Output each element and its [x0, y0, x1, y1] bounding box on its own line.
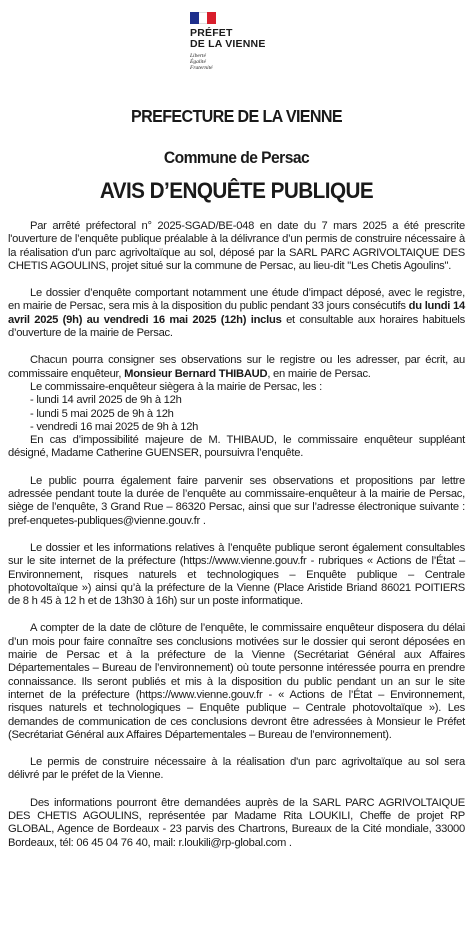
logo-motto-3: Fraternité [190, 65, 213, 71]
paragraph-dossier: Le dossier d’enquête comportant notamment une étude d’impact déposé, avec le registre, en mairie de Persac, sera mis à la disposition du public pendant 33 jours consécutifs du lundi 14 avril 2025 (9h) au vendredi 16 mai 2025 (12h) inclus et consultable aux horaires habituels d’ouverture de la mairie de Persac. [8, 287, 466, 340]
session-date: - lundi 5 mai 2025 de 9h à 12h [30, 407, 174, 420]
session-date: - vendredi 16 mai 2025 de 9h à 12h [30, 420, 199, 433]
paragraph-permit: Le permis de construire nécessaire à la réalisation d'un parc agrivoltaïque au sol sera délivré par le préfet de la Vienne. [8, 756, 465, 782]
paragraph-observations: Chacun pourra consigner ses observations sur le registre ou les adresser, par écrit, au commissaire enquêteur, Monsieur Bernard THIBAUD, en mairie de Persac. [8, 354, 465, 380]
prefecture-heading: PREFECTURE DE LA VIENNE [131, 106, 342, 126]
logo-line-1: PRÉFET [190, 27, 233, 39]
avis-heading: AVIS D’ENQUÊTE PUBLIQUE [99, 178, 374, 203]
paragraph-website: Le dossier et les informations relatives à l’enquête publique seront également consultables sur le site internet de la préfecture (https://www.vienne.gouv.fr - rubriques « Actions de l’État – Environnement, risques naturels et technologiques – Enquête publique – Centrale photovoltaïque ») ainsi qu’à la préfecture de la Vienne (Place Aristide Briand 86021 POITIERS de 8 h 45 à 12 h et de 13h30 à 16h) sur un poste informatique. [8, 541, 465, 608]
paragraph-contact: Des informations pourront être demandées auprès de la SARL PARC AGRIVOLTAIQUE DES CHETIS AGOULINS, représentée par Madame Rita LOUKILI, Cheffe de projet RP GLOBAL, Agence de Bordeaux - 23 parvis des Chartrons, Bureaux de la Cité mondiale, 33000 Bordeaux, tél: 06 45 04 76 40, mail: r.loukili@rp-global.com . [8, 796, 465, 849]
paragraph-conclusions: A compter de la date de clôture de l’enquête, le commissaire enquêteur disposera du délai d’un mois pour faire connaître ses conclusions motivées sur le dossier qui seront déposées en mairie de Persac et à la préfecture de la Vienne (Secrétariat Général aux Affaires Départementales – Bureau de l’environnement) où toute personne intéressée pourra en prendre connaissance. Ils seront publiés et mis à la disposition du public pendant un an sur le site internet de la préfecture (https://www.vienne.gouv.fr - « Actions de l’État – Environnement, risques naturels et technologiques – Enquête publique – Centrale photovoltaïque »). Les demandes de communication de ces conclusions devront être adressées à Monsieur le Préfet (Secrétariat Général aux Affaires Départementales – Bureau de l’environnement). [8, 622, 465, 741]
session-date: - lundi 14 avril 2025 de 9h à 12h [30, 394, 182, 407]
logo-motto-1: Liberté [190, 53, 206, 59]
french-flag-icon [190, 12, 216, 24]
logo-motto-2: Égalité [190, 59, 206, 65]
commissioner-name: Monsieur Bernard THIBAUD [124, 367, 268, 380]
paragraph-substitute: En cas d’impossibilité majeure de M. THIBAUD, le commissaire enquêteur suppléant désigné, Madame Catherine GUENSER, poursuivra l’enquête. [8, 434, 465, 460]
notice-body [8, 220, 465, 850]
paragraph-letters: Le public pourra également faire parvenir ses observations et propositions par lettre adressée pendant toute la durée de l’enquête au commissaire-enquêteur à la mairie de Persac, siège de l’enquête, 3 Grand Rue – 86320 Persac, ainsi que sur l’adresse électronique suivante : pref-enquetes-publiques@vienne.gouv.fr . [8, 474, 465, 527]
prefet-logo [190, 8, 270, 78]
paragraph-arrete: Par arrêté préfectoral n° 2025-SGAD/BE-048 en date du 7 mars 2025 a été prescrite l'ouverture de l’enquête publique préalable à la délivrance d’un permis de construire nécessaire à la réalisation d'un parc agrivoltaïque au sol, déposé par la SARL PARC AGRIVOLTAIQUE DES CHETIS AGOULINS, projet situé sur la commune de Persac, au lieu-dit "Les Chetis Agoulins". [8, 220, 465, 272]
logo-line-2: DE LA VIENNE [190, 38, 266, 50]
enquiry-period: du lundi 14 avril 2025 (9h) au vendredi 16 mai 2025 (12h) inclus [8, 300, 466, 326]
commune-heading: Commune de Persac [163, 148, 310, 167]
sessions-intro: Le commissaire-enquêteur siègera à la mairie de Persac, les : [30, 380, 322, 393]
